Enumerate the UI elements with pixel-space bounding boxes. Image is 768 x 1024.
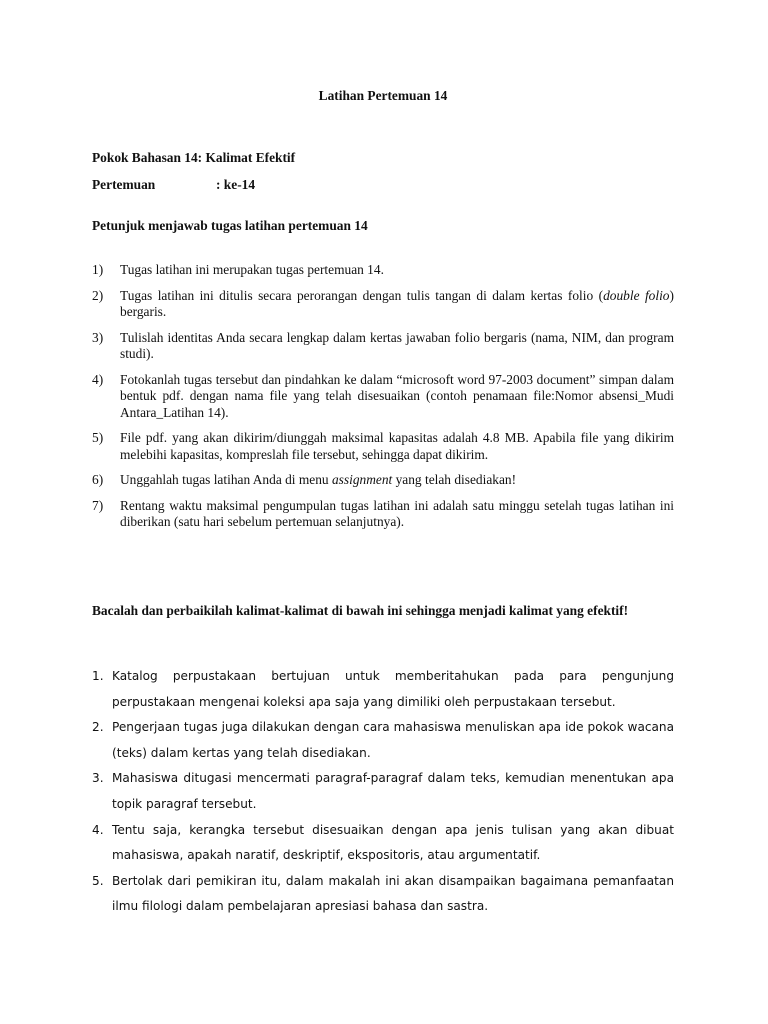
instruction-number: 6)	[92, 472, 104, 487]
exercise-item	[92, 818, 674, 869]
instruction-item	[92, 430, 674, 463]
instruction-text: Fotokanlah tugas tersebut dan pindahkan ke dalam “microsoft word 97-2003 document” simpan dalam bentuk pdf. dengan nama file yang telah disesuaikan (contoh penamaan file:Nomor absensi_Mudi Antara_Latihan 14).	[120, 371, 674, 420]
exercise-text: Mahasiswa ditugasi mencermati paragraf-paragraf dalam teks, kemudian menentukan apa topik paragraf tersebut.	[112, 771, 674, 811]
instruction-emphasis: double folio	[603, 287, 670, 303]
instruction-text: Tugas latihan ini ditulis secara perorangan dengan tulis tangan di dalam kertas folio (double folio) bergaris.	[120, 287, 674, 319]
exercise-number: 2.	[92, 720, 104, 735]
instruction-item	[92, 372, 674, 422]
pokok-bahasan: Pokok Bahasan 14: Kalimat Efektif	[92, 150, 296, 165]
instruction-text: Unggahlah tugas latihan Anda di menu assignment yang telah disediakan!	[120, 472, 517, 487]
exercise-number: 5.	[92, 873, 104, 888]
instruction-item	[92, 472, 674, 489]
exercise-list	[92, 664, 674, 920]
petunjuk-heading: Petunjuk menjawab tugas latihan pertemuan 14	[92, 218, 368, 233]
instruction-item	[92, 288, 674, 321]
exercise-number: 4.	[92, 822, 104, 837]
instruction-number: 7)	[92, 497, 104, 513]
page-title: Latihan Pertemuan 14	[318, 88, 448, 103]
exercise-number: 1.	[92, 669, 104, 683]
exercise-number: 3.	[92, 771, 104, 786]
instruction-emphasis: assignment	[331, 472, 393, 487]
exercise-item	[92, 766, 674, 817]
instruction-text: Rentang waktu maksimal pengumpulan tugas latihan ini adalah satu minggu setelah tugas latihan ini diberikan (satu hari sebelum pertemuan selanjutnya).	[120, 497, 674, 529]
instruction-item	[92, 498, 674, 531]
instruction-number: 3)	[92, 329, 104, 345]
instruction-list	[92, 262, 674, 540]
instruction-text: Tulislah identitas Anda secara lengkap dalam kertas jawaban folio bergaris (nama, NIM, dan program studi).	[120, 329, 674, 361]
instruction-text: Tugas latihan ini merupakan tugas pertemuan 14.	[120, 262, 384, 277]
exercise-heading: Bacalah dan perbaikilah kalimat-kalimat di bawah ini sehingga menjadi kalimat yang efektif!	[92, 603, 629, 618]
instruction-text: File pdf. yang akan dikirim/diunggah maksimal kapasitas adalah 4.8 MB. Apabila file yang dikirim melebihi kapasitas, kompreslah file tersebut, sehingga dapat dikirim.	[120, 430, 674, 462]
instruction-number: 5)	[92, 430, 104, 445]
instruction-number: 2)	[92, 287, 104, 303]
exercise-text: Katalog perpustakaan bertujuan untuk memberitahukan pada para pengunjung perpustakaan mengenai koleksi apa saja yang dimiliki oleh perpustakaan tersebut.	[112, 669, 674, 709]
exercise-item	[92, 715, 674, 766]
exercise-item	[92, 664, 674, 715]
instruction-item	[92, 262, 674, 279]
instruction-number: 1)	[92, 262, 104, 277]
exercise-text: Pengerjaan tugas juga dilakukan dengan cara mahasiswa menuliskan apa ide pokok wacana (teks) dalam kertas yang telah disediakan.	[112, 720, 674, 760]
document-page	[92, 0, 674, 1024]
instruction-item	[92, 330, 674, 363]
pertemuan-line	[92, 177, 255, 193]
exercise-text: Tentu saja, kerangka tersebut disesuaikan dengan apa jenis tulisan yang akan dibuat mahasiswa, apakah naratif, deskriptif, ekspositoris, atau argumentatif.	[112, 822, 674, 863]
exercise-item	[92, 869, 674, 920]
pertemuan-label: Pertemuan	[92, 177, 156, 192]
instruction-number: 4)	[92, 371, 104, 387]
exercise-text: Bertolak dari pemikiran itu, dalam makalah ini akan disampaikan bagaimana pemanfaatan ilmu filologi dalam pembelajaran apresiasi bahasa dan sastra.	[112, 873, 674, 914]
pertemuan-value: : ke-14	[216, 177, 256, 192]
